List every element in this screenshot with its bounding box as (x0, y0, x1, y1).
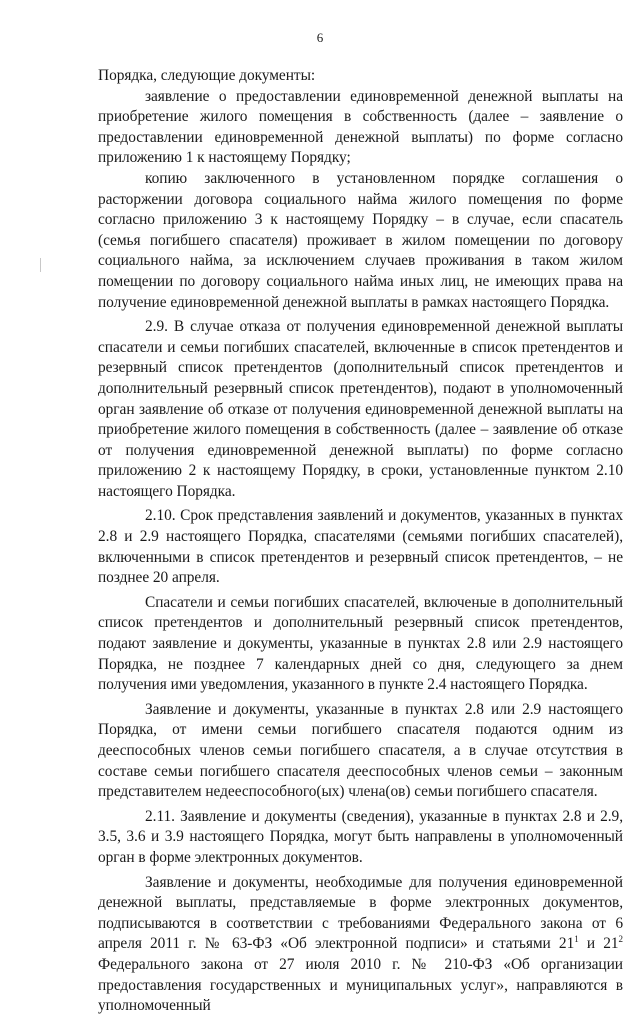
paragraph-agreement-copy: копию заключенного в установленном порядке соглашения о расторжении договора социального найма жилого помещения по форме согласно приложению 3 к настоящему Порядку – в случае, если спасатель (семья погибшего спасателя) проживает в жилом помещении по договору социального найма, за исключением случаев проживания в таком жилом помещении по договору социального найма иных лиц, не имеющих права на получение единовременной денежной выплаты в рамках настоящего Порядка. (98, 169, 623, 311)
paragraph-2-11: 2.11. Заявление и документы (сведения), указанные в пунктах 2.8 и 2.9, 3.5, 3.6 и 3.9 настоящего Порядка, могут быть направлены в уполномоченный орган в форме электронных документов. (98, 807, 623, 866)
page-number: 6 (316, 30, 324, 45)
paragraph-electronic-part2: и 21 (578, 935, 619, 953)
paragraph-electronic-documents (98, 873, 623, 1017)
document-body (98, 66, 623, 1017)
paragraph-application: заявление о предоставлении единовременной денежной выплаты на приобретение жилого помещения в собственность (далее – заявление о предоставлении единовременной денежной выплаты) по форме согласно приложению 1 к настоящему Порядку; (98, 87, 623, 167)
paragraph-2-10: 2.10. Срок представления заявлений и документов, указанных в пунктах 2.8 и 2.9 настоящего Порядка, спасателями (семьями погибших спасателей), включенными в список претендентов и резервный список претендентов, – не позднее 20 апреля. (98, 507, 623, 587)
paragraph-electronic-part3: Федерального закона от 27 июля 2010 г. № 210-ФЗ «Об организации предоставления государственных и муниципальных услуг», направляются в уполномоченный (98, 955, 623, 1015)
superscript-2: 2 (618, 934, 623, 945)
paragraph-continuation: Порядка, следующие документы: (98, 67, 316, 84)
paragraph-family-representative: Заявление и документы, указанные в пунктах 2.8 или 2.9 настоящего Порядка, от имени семьи погибшего спасателя подаются одним из дееспособных членов семьи погибшего спасателя, а в случае отсутствия в составе семьи погибшего спасателя дееспособных членов семьи – законным представителем недееспособного(ых) члена(ов) семьи погибшего спасателя. (98, 700, 623, 801)
margin-mark (40, 258, 41, 272)
paragraph-2-9: 2.9. В случае отказа от получения единовременной денежной выплаты спасатели и семьи погибших спасателей, включенные в список претендентов и резервный список претендентов (дополнительный список претендентов и дополнительный резервный список претендентов), подают в уполномоченный орган заявление об отказе от получения единовременной денежной выплаты на приобретение жилого помещения в собственность (далее – заявление об отказе от получения единовременной денежной выплаты) по форме согласно приложению 2 к настоящему Порядку, в сроки, установленные пунктом 2.10 настоящего Порядка. (98, 318, 623, 500)
superscript-1: 1 (574, 934, 579, 945)
paragraph-additional-list: Спасатели и семьи погибших спасателей, включеные в дополнительный список претендентов и дополнительный резервный список претендентов, подают заявление и документы, указанные в пунктах 2.8 или 2.9 настоящего Порядка, не позднее 7 календарных дней со дня, следующего за днем получения ими уведомления, указанного в пункте 2.4 настоящего Порядка. (98, 593, 623, 694)
paragraph-electronic-part1: Заявление и документы, необходимые для получения единовременной денежной выплаты, представляемые в форме электронных документов, подписываются в соответствии с требованиями Федерального закона от 6 апреля 2011 г. № 63-ФЗ «Об электронной подписи» и статьями 21 (98, 873, 623, 953)
